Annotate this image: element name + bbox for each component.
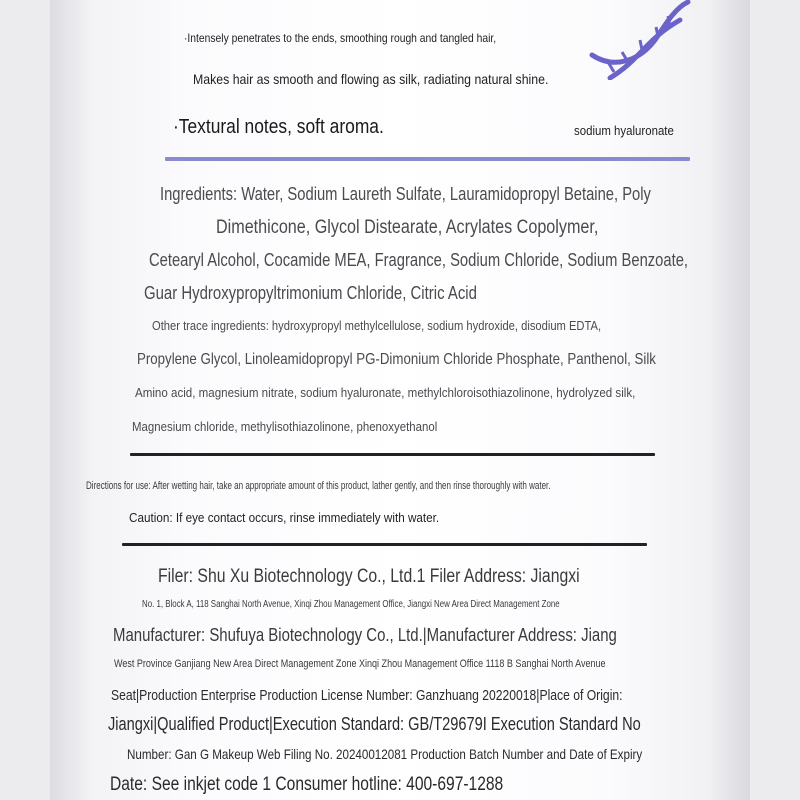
feature-line-2: Makes hair as smooth and flowing as silk, radiating natural shine. <box>193 71 549 87</box>
dark-divider-2 <box>122 543 647 546</box>
accent-divider <box>165 157 690 161</box>
feature-line-1: ·Intensely penetrates to the ends, smoothing rough and tangled hair, <box>184 31 497 45</box>
filer-line: Filer: Shu Xu Biotechnology Co., Ltd.1 Filer Address: Jiangxi <box>158 566 580 587</box>
ingredients-line-8: Magnesium chloride, methylisothiazolinone, phenoxyethanol <box>132 419 438 434</box>
filer-address-line: No. 1, Block A, 118 Sanghai North Avenue, Xinqi Zhou Management Office, Jiangxi New Area Direct Management Zone <box>142 599 560 610</box>
directions-text: Directions for use: After wetting hair, take an appropriate amount of this product, lather gently, and then rinse thoroughly with water. <box>86 480 551 492</box>
ingredients-line-1: Ingredients: Water, Sodium Laureth Sulfate, Lauramidopropyl Betaine, Poly <box>160 184 651 204</box>
manufacturer-address-line: West Province Ganjiang New Area Direct Management Zone Xinqi Zhou Management Office 1118 B Sanghai North Avenue <box>114 658 606 670</box>
ingredients-line-5: Other trace ingredients: hydroxypropyl methylcellulose, sodium hydroxide, disodium EDTA, <box>152 318 602 333</box>
filing-line: Number: Gan G Makeup Web Filing No. 20240012081 Production Batch Number and Date of Expiry <box>127 746 643 762</box>
ingredients-line-3: Cetearyl Alcohol, Cocamide MEA, Fragrance, Sodium Chloride, Sodium Benzoate, <box>149 250 689 270</box>
manufacturer-line: Manufacturer: Shufuya Biotechnology Co., Ltd.|Manufacturer Address: Jiang <box>113 625 617 645</box>
ingredients-line-7: Amino acid, magnesium nitrate, sodium hyaluronate, methylchloroisothiazolinone, hydrolyzed silk, <box>135 385 636 400</box>
dark-divider-1 <box>130 453 655 456</box>
caution-text: Caution: If eye contact occurs, rinse immediately with water. <box>129 510 440 525</box>
hotline-line: Date: See inkjet code 1 Consumer hotline: 400-697-1288 <box>110 774 504 795</box>
product-label <box>50 0 750 800</box>
license-line: Seat|Production Enterprise Production License Number: Ganzhuang 20220018|Place of Origin: <box>111 687 623 704</box>
feature-line-3: ·Textural notes, soft aroma. <box>173 116 384 138</box>
ingredients-line-6: Propylene Glycol, Linoleamidopropyl PG-Dimonium Chloride Phosphate, Panthenol, Silk <box>137 351 656 368</box>
ingredient-callout: sodium hyaluronate <box>574 123 674 138</box>
dna-helix-icon <box>570 0 700 80</box>
ingredients-line-4: Guar Hydroxypropyltrimonium Chloride, Citric Acid <box>144 283 477 303</box>
standard-line: Jiangxi|Qualified Product|Execution Standard: GB/T29679I Execution Standard No <box>108 714 641 734</box>
ingredients-line-2: Dimethicone, Glycol Distearate, Acrylates Copolymer, <box>216 217 599 238</box>
